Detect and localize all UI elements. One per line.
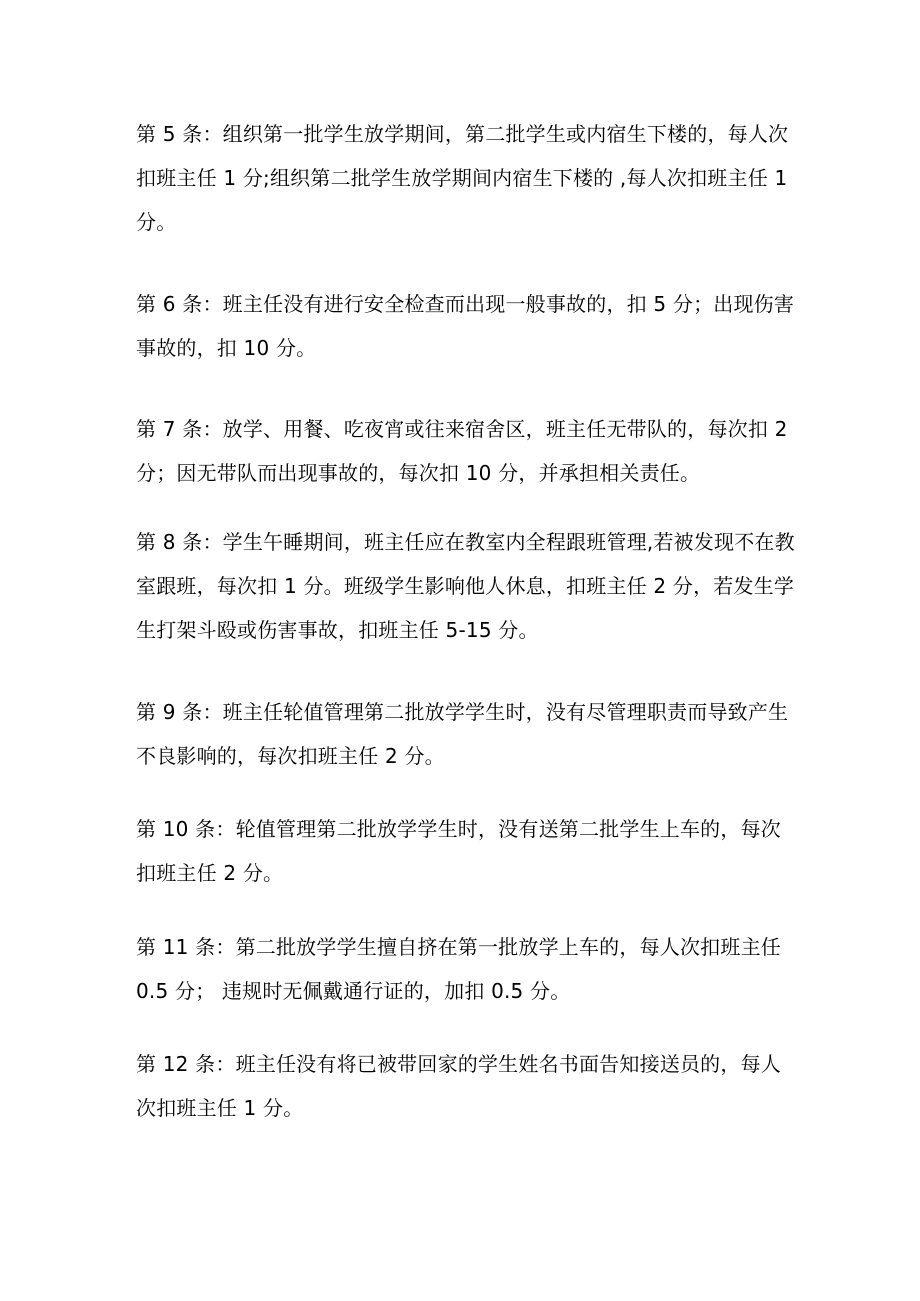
article-10: 第 10 条：轮值管理第二批放学学生时，没有送第二批学生上车的，每次 扣班主任 2 分。 [136,817,781,885]
article-11: 第 11 条：第二批放学学生擅自挤在第一批放学上车的，每人次扣班主任 0.5 分； 违规时无佩戴通行证的，加扣 0.5 分。 [136,935,781,1003]
article-12: 第 12 条：班主任没有将已被带回家的学生姓名书面告知接送员的，每人 次扣班主任 1 分。 [136,1052,781,1120]
article-7: 第 7 条：放学、用餐、吃夜宵或往来宿舍区，班主任无带队的，每次扣 2 分；因无带队而出现事故的，每次扣 10 分，并承担相关责任。 [136,417,788,485]
article-5: 第 5 条：组织第一批学生放学期间，第二批学生或内宿生下楼的，每人次 扣班主任 1 分;组织第二批学生放学期间内宿生下楼的 ,每人次扣班主任 1 分。 [136,122,789,234]
article-9: 第 9 条：班主任轮值管理第二批放学学生时，没有尽管理职责而导致产生 不良影响的，每次扣班主任 2 分。 [136,700,789,768]
article-8: 第 8 条：学生午睡期间，班主任应在教室内全程跟班管理,若被发现不在教 室跟班，每次扣 1 分。班级学生影响他人休息，扣班主任 2 分，若发生学 生打架斗殴或伤害事故，扣班主任 5-15 分。 [136,530,795,642]
article-6: 第 6 条：班主任没有进行安全检查而出现一般事故的，扣 5 分；出现伤害 事故的，扣 10 分。 [136,292,795,360]
